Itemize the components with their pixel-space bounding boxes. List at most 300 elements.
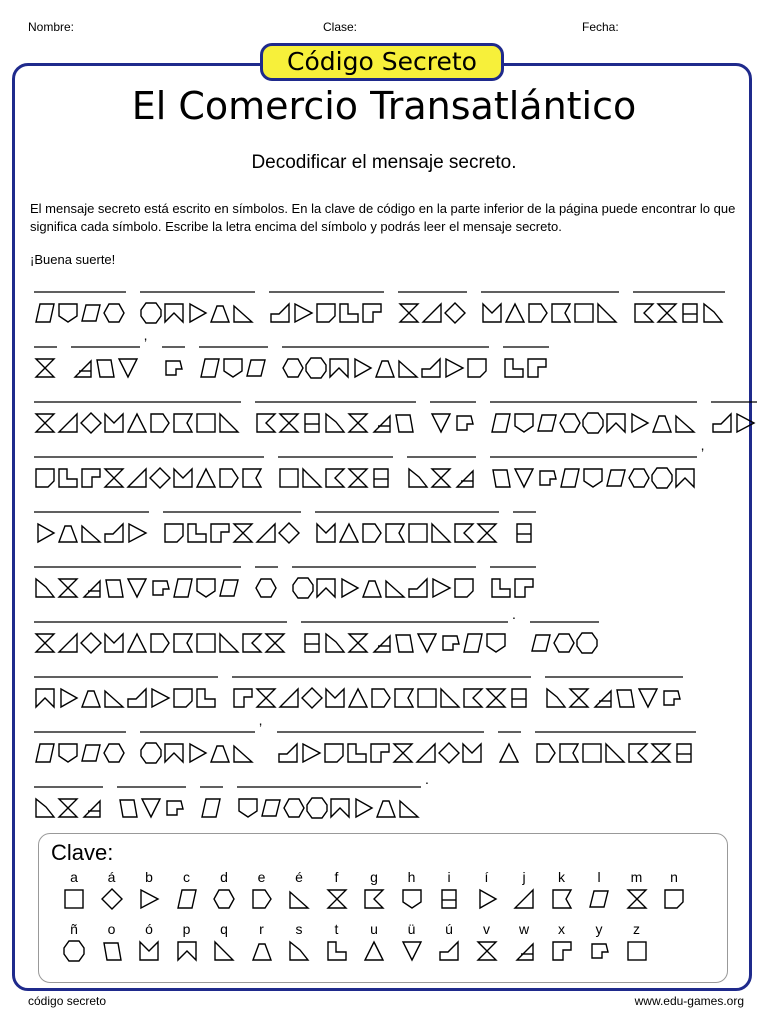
symbol-glyph — [57, 577, 79, 599]
symbol-glyph — [34, 522, 56, 544]
symbol-glyph — [34, 467, 56, 489]
punctuation-mark: ’ — [144, 335, 148, 351]
symbol-glyph — [679, 302, 701, 324]
symbol-glyph — [200, 797, 222, 819]
symbol-glyph — [392, 742, 414, 764]
encoded-word — [34, 620, 287, 658]
symbol-glyph — [149, 577, 171, 599]
letter-slot — [545, 675, 568, 713]
key-letter: v — [483, 921, 490, 937]
letter-slot — [384, 565, 407, 603]
key-entry — [472, 868, 502, 912]
key-symbol-icon — [588, 940, 610, 962]
key-symbol-icon — [176, 940, 198, 962]
symbol-glyph — [476, 522, 498, 544]
symbol-glyph — [461, 742, 483, 764]
symbol-glyph — [581, 742, 603, 764]
punctuation-mark: . — [425, 771, 429, 787]
symbol-glyph — [162, 357, 184, 379]
letter-slot — [438, 730, 461, 768]
letter-slot — [674, 455, 697, 493]
letter-slot — [245, 345, 268, 383]
letter-slot — [126, 675, 149, 713]
key-letter: l — [597, 869, 601, 885]
symbol-glyph — [34, 687, 56, 709]
date-field-label: Fecha: — [582, 20, 619, 34]
symbol-glyph — [369, 742, 391, 764]
letter-slot — [283, 785, 306, 823]
letter-slot — [581, 730, 604, 768]
symbol-glyph — [232, 687, 254, 709]
letter-slot — [255, 675, 278, 713]
symbol-glyph — [352, 797, 374, 819]
key-letter: e — [257, 869, 266, 885]
letter-slot — [195, 455, 218, 493]
letter-slot — [526, 345, 549, 383]
code-badge: Código Secreto — [260, 43, 504, 81]
key-letter: b — [145, 869, 153, 885]
encoded-word — [140, 730, 255, 768]
symbol-glyph — [57, 522, 79, 544]
symbol-glyph — [490, 467, 512, 489]
symbol-glyph — [430, 522, 452, 544]
symbol-glyph — [149, 467, 171, 489]
key-symbol — [588, 940, 610, 962]
symbol-glyph — [485, 632, 507, 654]
symbol-glyph — [80, 797, 102, 819]
letter-slot — [582, 455, 605, 493]
letter-slot — [34, 345, 57, 383]
key-entry — [547, 920, 577, 964]
letter-slot — [57, 565, 80, 603]
letter-slot — [633, 290, 656, 328]
letter-slot — [57, 290, 80, 328]
key-entry — [622, 868, 652, 912]
symbol-glyph — [218, 467, 240, 489]
symbol-glyph — [241, 632, 263, 654]
symbol-glyph — [370, 467, 392, 489]
key-letter: á — [107, 869, 116, 885]
encoded-word — [200, 785, 223, 823]
encoded-word — [633, 290, 725, 328]
letter-slot — [444, 290, 467, 328]
symbol-glyph — [504, 302, 526, 324]
letter-slot — [232, 675, 255, 713]
symbol-glyph — [149, 632, 171, 654]
key-entry — [659, 868, 689, 912]
letter-slot — [218, 620, 241, 658]
key-entry — [472, 920, 502, 964]
letter-slot — [582, 400, 605, 438]
symbol-glyph — [420, 357, 442, 379]
letter-slot — [679, 290, 702, 328]
symbol-glyph — [347, 687, 369, 709]
letter-slot — [80, 400, 103, 438]
key-letter: s — [295, 921, 303, 937]
letter-slot — [149, 400, 172, 438]
symbol-glyph — [57, 302, 79, 324]
symbol-glyph — [526, 357, 548, 379]
symbol-glyph — [513, 577, 535, 599]
symbol-glyph — [628, 467, 650, 489]
key-symbol — [251, 888, 273, 910]
symbol-glyph — [34, 357, 56, 379]
encoded-word — [162, 345, 185, 383]
symbol-glyph — [633, 302, 655, 324]
letter-slot — [172, 400, 195, 438]
symbol-glyph — [361, 522, 383, 544]
key-entry — [322, 920, 352, 964]
letter-slot — [476, 510, 499, 548]
letter-slot — [453, 510, 476, 548]
symbol-glyph — [255, 687, 277, 709]
letter-slot — [163, 510, 186, 548]
symbol-glyph — [453, 467, 475, 489]
key-letter: q — [220, 921, 228, 937]
symbol-glyph — [605, 467, 627, 489]
letter-slot — [292, 565, 315, 603]
key-symbol — [438, 888, 460, 910]
encoded-word — [315, 510, 499, 548]
secret-message — [34, 290, 746, 830]
letter-slot — [195, 565, 218, 603]
symbol-glyph — [278, 467, 300, 489]
symbol-glyph — [393, 412, 415, 434]
symbol-glyph — [361, 302, 383, 324]
symbol-glyph — [103, 522, 125, 544]
footer-right: www.edu-games.org — [634, 994, 744, 1008]
symbol-glyph — [370, 412, 392, 434]
encoded-word — [34, 400, 241, 438]
symbol-glyph — [407, 577, 429, 599]
symbol-glyph — [651, 412, 673, 434]
symbol-glyph — [163, 797, 185, 819]
letter-slot — [218, 565, 241, 603]
symbol-glyph — [195, 467, 217, 489]
symbol-glyph — [260, 797, 282, 819]
letter-slot — [186, 730, 209, 768]
key-symbol — [401, 888, 423, 910]
symbol-glyph — [140, 742, 162, 764]
letter-slot — [172, 675, 195, 713]
symbol-glyph — [34, 412, 56, 434]
symbol-glyph — [596, 302, 618, 324]
symbol-glyph — [650, 742, 672, 764]
letter-slot — [416, 620, 439, 658]
letter-slot — [218, 455, 241, 493]
message-line — [34, 565, 550, 603]
symbol-glyph — [195, 577, 217, 599]
letter-slot — [34, 730, 57, 768]
key-symbol-icon — [288, 888, 310, 910]
letter-slot — [195, 675, 218, 713]
symbol-glyph — [163, 742, 185, 764]
symbol-glyph — [407, 467, 429, 489]
letter-slot — [255, 510, 278, 548]
symbol-glyph — [140, 797, 162, 819]
letter-slot — [80, 730, 103, 768]
symbol-glyph — [264, 632, 286, 654]
symbol-glyph — [393, 687, 415, 709]
letter-slot — [117, 785, 140, 823]
key-entry — [172, 920, 202, 964]
symbol-glyph — [315, 577, 337, 599]
key-box — [38, 833, 728, 983]
symbol-glyph — [80, 687, 102, 709]
symbol-glyph — [384, 522, 406, 544]
key-symbol-icon — [513, 940, 535, 962]
symbol-glyph — [498, 742, 520, 764]
symbol-glyph — [674, 412, 696, 434]
symbol-glyph — [57, 467, 79, 489]
letter-slot — [347, 400, 370, 438]
key-entry — [284, 868, 314, 912]
key-symbol — [438, 940, 460, 962]
key-entry — [247, 868, 277, 912]
key-entry — [59, 920, 89, 964]
key-letter: ñ — [70, 921, 78, 937]
key-symbol — [476, 888, 498, 910]
letter-slot — [351, 345, 374, 383]
letter-slot — [513, 455, 536, 493]
letter-slot — [558, 730, 581, 768]
key-entry — [134, 920, 164, 964]
symbol-glyph — [324, 467, 346, 489]
key-letter: é — [295, 869, 303, 885]
symbol-glyph — [80, 632, 102, 654]
symbol-glyph — [324, 632, 346, 654]
encoded-word — [407, 455, 476, 493]
key-symbol-icon — [476, 940, 498, 962]
symbol-glyph — [292, 577, 314, 599]
letter-slot — [530, 620, 553, 658]
key-symbol — [176, 888, 198, 910]
letter-slot — [186, 510, 209, 548]
encoded-word — [398, 290, 467, 328]
symbol-glyph — [711, 412, 733, 434]
symbol-glyph — [57, 797, 79, 819]
letter-slot — [71, 345, 94, 383]
letter-slot — [559, 455, 582, 493]
letter-slot — [140, 730, 163, 768]
symbol-glyph — [351, 357, 373, 379]
key-letter: ü — [407, 921, 416, 937]
letter-slot — [323, 730, 346, 768]
letter-slot — [232, 510, 255, 548]
key-letter: o — [107, 921, 116, 937]
encoded-word — [545, 675, 683, 713]
symbol-glyph — [103, 742, 125, 764]
symbol-glyph — [656, 302, 678, 324]
key-letter: g — [370, 869, 378, 885]
symbol-glyph — [195, 412, 217, 434]
letter-slot — [103, 510, 126, 548]
letter-slot — [149, 455, 172, 493]
key-symbol — [476, 940, 498, 962]
key-entry — [134, 868, 164, 912]
symbol-glyph — [209, 522, 231, 544]
key-symbol — [513, 940, 535, 962]
key-symbol — [101, 940, 123, 962]
footer-left: código secreto — [28, 994, 107, 1008]
letter-slot — [553, 620, 576, 658]
letter-slot — [305, 345, 328, 383]
letter-slot — [346, 730, 369, 768]
key-letter: x — [558, 921, 565, 937]
symbol-glyph — [255, 412, 277, 434]
key-entry — [209, 920, 239, 964]
encoded-word — [34, 345, 57, 383]
key-letter: y — [595, 921, 603, 937]
symbol-glyph — [370, 632, 392, 654]
symbol-glyph — [328, 357, 350, 379]
symbol-glyph — [283, 797, 305, 819]
symbol-glyph — [126, 687, 148, 709]
encoded-word — [513, 510, 536, 548]
symbol-glyph — [462, 632, 484, 654]
letter-slot — [149, 565, 172, 603]
encoded-word — [277, 730, 484, 768]
symbol-glyph — [149, 687, 171, 709]
letter-slot — [651, 455, 674, 493]
letter-slot — [163, 290, 186, 328]
message-line — [34, 510, 550, 548]
encoded-word — [278, 455, 393, 493]
key-symbol-icon — [588, 888, 610, 910]
key-symbol — [513, 888, 535, 910]
key-symbol-icon — [438, 888, 460, 910]
encoded-word — [503, 345, 549, 383]
letter-slot — [324, 400, 347, 438]
key-symbol — [138, 888, 160, 910]
letter-slot — [34, 675, 57, 713]
good-luck-text: ¡Buena suerte! — [30, 252, 116, 267]
letter-slot — [347, 675, 370, 713]
key-letter: j — [522, 869, 526, 885]
symbol-glyph — [163, 302, 185, 324]
letter-slot — [269, 290, 292, 328]
message-line — [34, 335, 563, 383]
symbol-glyph — [490, 577, 512, 599]
letter-slot — [237, 785, 260, 823]
encoded-word — [490, 400, 697, 438]
symbol-glyph — [568, 687, 590, 709]
letter-slot — [573, 290, 596, 328]
symbol-glyph — [628, 412, 650, 434]
key-symbol-icon — [326, 940, 348, 962]
punctuation-mark: ’ — [259, 720, 263, 736]
letter-slot — [508, 675, 531, 713]
symbol-glyph — [370, 687, 392, 709]
encoded-word — [71, 345, 140, 383]
letter-slot — [443, 345, 466, 383]
key-letter: a — [70, 869, 78, 885]
symbol-glyph — [94, 357, 116, 379]
key-entry — [209, 868, 239, 912]
key-symbol — [63, 888, 85, 910]
symbol-glyph — [673, 742, 695, 764]
letter-slot — [490, 400, 513, 438]
key-symbol-icon — [63, 888, 85, 910]
letter-slot — [292, 290, 315, 328]
symbol-glyph — [573, 302, 595, 324]
symbol-glyph — [443, 357, 465, 379]
symbol-glyph — [508, 687, 530, 709]
symbol-glyph — [591, 687, 613, 709]
letter-slot — [126, 620, 149, 658]
key-entry — [547, 868, 577, 912]
symbol-glyph — [513, 522, 535, 544]
symbol-glyph — [57, 632, 79, 654]
key-symbol-icon — [401, 940, 423, 962]
encoded-word — [140, 290, 255, 328]
symbol-glyph — [444, 302, 466, 324]
key-letter: p — [182, 921, 191, 937]
encoded-word — [237, 785, 421, 823]
key-letter: m — [630, 869, 643, 885]
letter-slot — [527, 290, 550, 328]
encoded-word — [34, 290, 126, 328]
letter-slot — [278, 675, 301, 713]
key-symbol — [551, 888, 573, 910]
letter-slot — [149, 675, 172, 713]
symbol-glyph — [126, 522, 148, 544]
symbol-glyph — [301, 632, 323, 654]
letter-slot — [513, 510, 536, 548]
letter-slot — [605, 400, 628, 438]
letter-slot — [103, 675, 126, 713]
symbol-glyph — [305, 357, 327, 379]
letter-slot — [711, 400, 734, 438]
letter-slot — [300, 730, 323, 768]
key-symbol — [401, 940, 423, 962]
symbol-glyph — [338, 522, 360, 544]
name-field-label: Nombre: — [28, 20, 75, 34]
symbol-glyph — [398, 797, 420, 819]
letter-slot — [103, 620, 126, 658]
letter-slot — [34, 510, 57, 548]
letter-slot — [490, 565, 513, 603]
encoded-word — [490, 455, 697, 493]
key-entry — [59, 868, 89, 912]
key-letter: ú — [445, 921, 453, 937]
symbol-glyph — [255, 577, 277, 599]
letter-slot — [650, 730, 673, 768]
symbol-glyph — [34, 797, 56, 819]
letter-slot — [369, 730, 392, 768]
key-entry — [434, 868, 464, 912]
symbol-glyph — [347, 467, 369, 489]
symbol-glyph — [346, 742, 368, 764]
symbol-glyph — [172, 467, 194, 489]
letter-slot — [140, 785, 163, 823]
letter-slot — [149, 620, 172, 658]
letter-slot — [163, 785, 186, 823]
symbol-glyph — [232, 742, 254, 764]
letter-slot — [209, 510, 232, 548]
key-entry — [359, 868, 389, 912]
key-symbol — [288, 888, 310, 910]
letter-slot — [702, 290, 725, 328]
key-letter: i — [447, 869, 451, 885]
symbol-glyph — [103, 687, 125, 709]
letter-slot — [195, 620, 218, 658]
key-symbol-icon — [626, 888, 648, 910]
symbol-glyph — [398, 302, 420, 324]
letter-slot — [199, 345, 222, 383]
letter-slot — [481, 290, 504, 328]
key-symbol — [588, 888, 610, 910]
